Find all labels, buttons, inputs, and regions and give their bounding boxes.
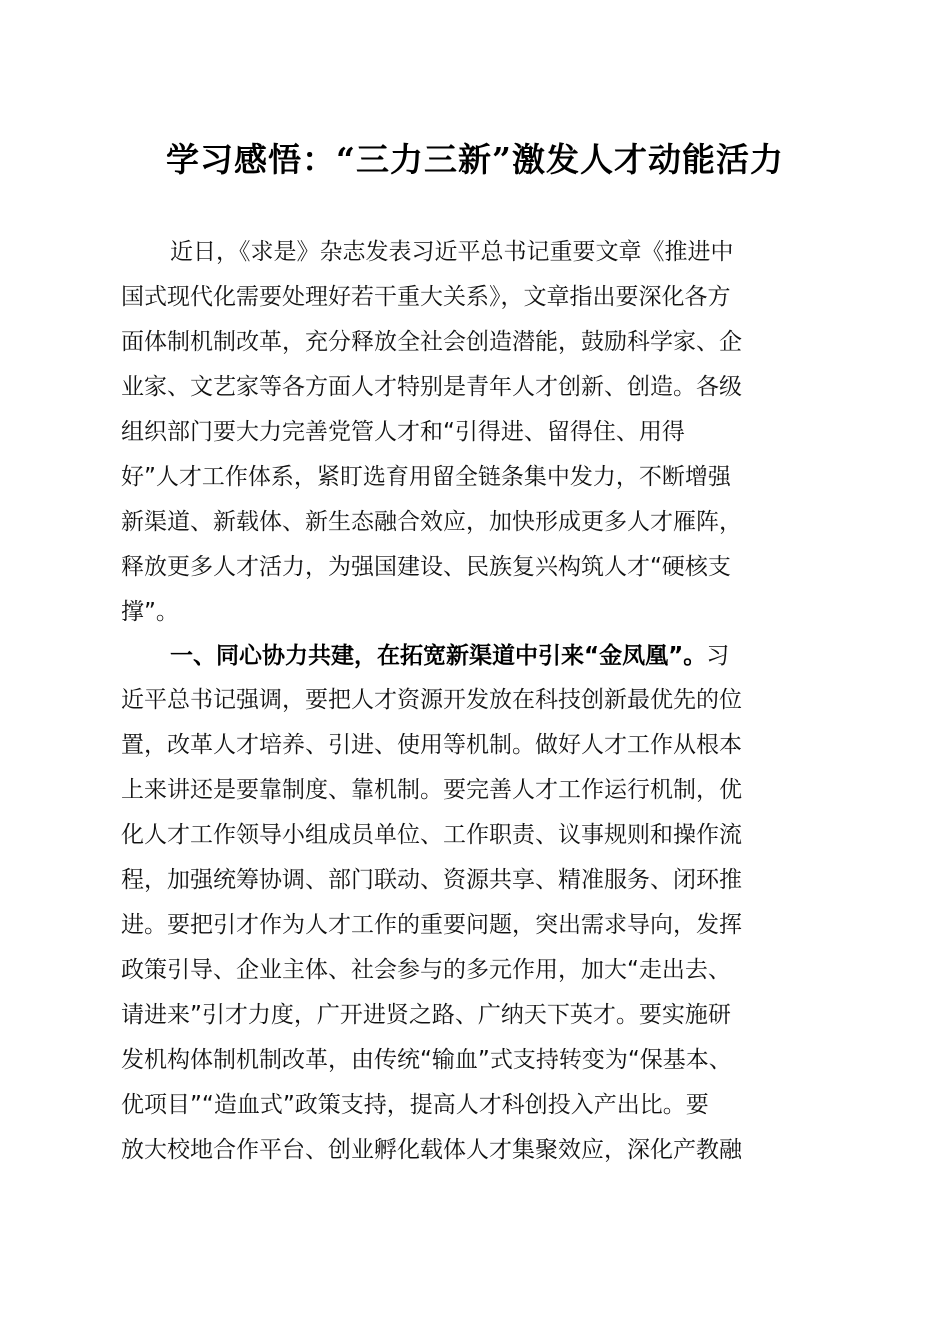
paragraph-line: 国式现代化需要处理好若干重大关系》，文章指出要深化各方	[121, 284, 731, 310]
paragraph-line: 置，改革人才培养、引进、使用等机制。做好人才工作从根本	[121, 732, 742, 758]
paragraph-line: 撑”。	[121, 599, 179, 625]
paragraph-line: 近平总书记强调，要把人才资源开发放在科技创新最优先的位	[121, 687, 742, 713]
paragraph-line: 程，加强统筹协调、部门联动、资源共享、精准服务、闭环推	[121, 867, 742, 893]
paragraph-line: 好”人才工作体系，紧盯选育用留全链条集中发力，不断增强	[121, 464, 731, 490]
paragraph-line: 上来讲还是要靠制度、靠机制。要完善人才工作运行机制，优	[121, 777, 742, 803]
paragraph-line: 近日，《求是》杂志发表习近平总书记重要文章《推进中	[170, 239, 734, 265]
paragraph-line: 面体制机制改革，充分释放全社会创造潜能，鼓励科学家、企	[121, 329, 742, 355]
document-title: 学习感悟：“三力三新”激发人才动能活力	[166, 140, 784, 179]
section-heading: 一、同心协力共建，在拓宽新渠道中引来“金凤凰”。	[170, 643, 707, 669]
paragraph-line: 组织部门要大力完善党管人才和“引得进、留得住、用得	[121, 419, 685, 445]
paragraph-line: 新渠道、新载体、新生态融合效应，加快形成更多人才雁阵，	[121, 509, 742, 535]
section-heading-line	[170, 634, 729, 678]
paragraph-line: 释放更多人才活力，为强国建设、民族复兴构筑人才“硬核支	[121, 554, 731, 580]
paragraph-line: 放大校地合作平台、创业孵化载体人才集聚效应，深化产教融	[121, 1137, 742, 1163]
paragraph-line: 发机构体制机制改革，由传统“输血”式支持转变为“保基本、	[121, 1047, 732, 1073]
paragraph-line: 进。要把引才作为人才工作的重要问题，突出需求导向，发挥	[121, 912, 742, 938]
paragraph-line: 政策引导、企业主体、社会参与的多元作用，加大“走出去、	[121, 957, 731, 983]
paragraph-line: 优项目”“造血式”政策支持，提高人才科创投入产出比。要	[121, 1092, 709, 1118]
paragraph-line: 化人才工作领导小组成员单位、工作职责、议事规则和操作流	[121, 822, 742, 848]
paragraph-line: 业家、文艺家等各方面人才特别是青年人才创新、创造。各级	[121, 374, 742, 400]
section-first-line-tail: 习	[706, 643, 730, 669]
paragraph-line: 请进来”引才力度，广开进贤之路、广纳天下英才。要实施研	[121, 1002, 731, 1028]
